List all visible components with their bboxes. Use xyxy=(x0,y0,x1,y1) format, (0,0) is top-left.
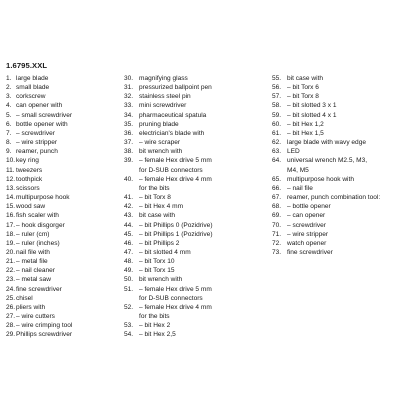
list-item xyxy=(124,111,272,120)
item-label: can opener with xyxy=(16,102,63,110)
item-label: fish scaler with xyxy=(16,212,59,220)
list-item xyxy=(6,92,122,101)
item-label: wood saw xyxy=(16,203,46,211)
item-number: 6. xyxy=(6,120,12,128)
item-label: bit wrench with xyxy=(139,276,183,284)
list-item xyxy=(6,303,122,312)
list-item xyxy=(6,74,122,83)
item-label: – bit Hex 1,5 xyxy=(287,129,324,137)
item-number: 8. xyxy=(6,139,12,147)
list-item xyxy=(6,147,122,156)
item-number: 39. xyxy=(124,157,134,165)
list-item xyxy=(6,211,122,220)
item-number: 45. xyxy=(124,230,134,238)
list-item-continuation xyxy=(124,166,272,175)
item-number: 50. xyxy=(124,276,134,284)
item-number: 4. xyxy=(6,102,12,110)
item-label: mini screwdriver xyxy=(139,102,187,110)
item-label: fine screwdriver xyxy=(16,285,62,293)
item-label: small blade xyxy=(16,84,50,92)
item-label: electrician's blade with xyxy=(139,129,205,137)
item-label: bit case with xyxy=(139,212,176,220)
item-number: 70. xyxy=(272,221,282,229)
list-item xyxy=(124,202,272,211)
item-label: – ruler (cm) xyxy=(16,230,50,238)
list-item xyxy=(272,156,398,165)
item-label: – bit Phillips 1 (Pozidrive) xyxy=(139,230,213,238)
item-number: 38. xyxy=(124,148,134,156)
list-item xyxy=(6,175,122,184)
tool-list-column-2 xyxy=(124,74,272,340)
item-number: 12. xyxy=(6,175,16,183)
list-item xyxy=(124,211,272,220)
item-number: 24. xyxy=(6,285,16,293)
list-item xyxy=(124,285,272,294)
item-label: – bit Hex 1,2 xyxy=(287,120,324,128)
item-label: bottle opener with xyxy=(16,120,68,128)
list-item xyxy=(124,330,272,339)
item-label: corkscrew xyxy=(16,93,46,101)
item-number: 61. xyxy=(272,129,282,137)
item-label: large blade with wavy edge xyxy=(287,139,366,147)
item-number: 64. xyxy=(272,157,282,165)
item-number: 25. xyxy=(6,294,16,302)
list-item xyxy=(272,138,398,147)
list-item xyxy=(124,239,272,248)
item-number: 28. xyxy=(6,322,16,330)
list-item xyxy=(272,92,398,101)
item-number: 54. xyxy=(124,331,134,339)
item-number: 33. xyxy=(124,102,134,110)
item-label: – wire cutters xyxy=(16,313,55,321)
list-item xyxy=(6,221,122,230)
item-number: 53. xyxy=(124,322,134,330)
list-item xyxy=(124,257,272,266)
list-item xyxy=(6,330,122,339)
list-item xyxy=(272,74,398,83)
list-item xyxy=(6,193,122,202)
item-label: for D-SUB connectors xyxy=(139,294,203,302)
item-label: – bit Torx 6 xyxy=(287,84,319,92)
item-label: multipurpose hook with xyxy=(287,175,354,183)
item-number: 66. xyxy=(272,184,282,192)
list-item xyxy=(272,211,398,220)
item-number: 2. xyxy=(6,84,12,92)
list-item xyxy=(124,147,272,156)
item-number: 69. xyxy=(272,212,282,220)
list-item xyxy=(124,175,272,184)
list-item xyxy=(272,193,398,202)
item-number: 30. xyxy=(124,75,134,82)
item-number: 63. xyxy=(272,148,282,156)
item-number: 57. xyxy=(272,93,282,101)
list-item xyxy=(6,266,122,275)
item-number: 15. xyxy=(6,203,16,211)
item-number: 20. xyxy=(6,248,16,256)
item-number: 46. xyxy=(124,239,134,247)
list-item xyxy=(272,202,398,211)
list-item xyxy=(124,275,272,284)
item-label: reamer, punch combination tool: xyxy=(287,194,381,202)
item-label: – bit Hex 2 xyxy=(139,322,171,330)
item-number: 16. xyxy=(6,212,16,220)
list-item xyxy=(124,248,272,257)
item-number: 18. xyxy=(6,230,16,238)
item-label: – bit Torx 8 xyxy=(139,194,171,202)
list-item xyxy=(6,275,122,284)
list-item xyxy=(272,221,398,230)
item-label: – bit Phillips 2 xyxy=(139,239,180,247)
item-number: 52. xyxy=(124,303,134,311)
item-number: 44. xyxy=(124,221,134,229)
item-label: – female Hex drive 4 mm xyxy=(139,303,212,311)
item-label: pharmaceutical spatula xyxy=(139,111,207,119)
item-number: 73. xyxy=(272,248,282,256)
list-item xyxy=(6,101,122,110)
list-item xyxy=(6,184,122,193)
item-label: stainless steel pin xyxy=(139,93,191,101)
item-label: – bit Torx 8 xyxy=(287,93,319,101)
list-item xyxy=(6,156,122,165)
item-number: 62. xyxy=(272,139,282,147)
item-label: – bit Torx 15 xyxy=(139,267,175,275)
item-number: 37. xyxy=(124,139,134,147)
list-item xyxy=(6,202,122,211)
item-label: pressurized ballpoint pen xyxy=(139,84,212,92)
item-number: 65. xyxy=(272,175,282,183)
list-item xyxy=(124,101,272,110)
item-number: 71. xyxy=(272,230,282,238)
item-number: 42. xyxy=(124,203,134,211)
item-label: magnifying glass xyxy=(139,75,188,82)
list-item xyxy=(272,230,398,239)
item-label: – wire stripper xyxy=(16,139,58,147)
item-label: – bit Hex 4 mm xyxy=(139,203,184,211)
item-label: tweezers xyxy=(16,166,43,174)
item-label: for the bits xyxy=(139,313,170,321)
item-label: nail file with xyxy=(16,248,50,256)
item-number: 55. xyxy=(272,75,282,82)
item-number: 56. xyxy=(272,84,282,92)
item-label: bit wrench with xyxy=(139,148,183,156)
item-label: pliers with xyxy=(16,303,46,311)
list-item xyxy=(124,193,272,202)
item-number: 41. xyxy=(124,194,134,202)
item-label: – metal saw xyxy=(16,276,51,284)
item-label: for the bits xyxy=(139,184,170,192)
list-item xyxy=(6,129,122,138)
list-item xyxy=(124,92,272,101)
item-label: multipurpose hook xyxy=(16,194,70,202)
item-number: 49. xyxy=(124,267,134,275)
item-label: large blade xyxy=(16,75,49,82)
list-item xyxy=(124,221,272,230)
item-number: 17. xyxy=(6,221,16,229)
item-number: 32. xyxy=(124,93,134,101)
list-item xyxy=(272,129,398,138)
list-item xyxy=(6,120,122,129)
item-label: – wire crimping tool xyxy=(16,322,73,330)
list-item xyxy=(124,129,272,138)
item-label: – screwdriver xyxy=(16,129,55,137)
list-item xyxy=(272,175,398,184)
item-number: 19. xyxy=(6,239,16,247)
list-item xyxy=(6,83,122,92)
item-label: – screwdriver xyxy=(287,221,326,229)
tool-list-column-3 xyxy=(272,74,398,257)
list-item-continuation xyxy=(272,166,398,175)
item-label: – bit Torx 10 xyxy=(139,258,175,266)
item-label: for D-SUB connectors xyxy=(139,166,203,174)
list-item xyxy=(6,138,122,147)
list-item xyxy=(124,74,272,83)
item-label: toothpick xyxy=(16,175,43,183)
list-item xyxy=(124,230,272,239)
item-label: – can opener xyxy=(287,212,326,220)
item-label: – small screwdriver xyxy=(16,111,73,119)
item-number: 23. xyxy=(6,276,16,284)
item-number: 21. xyxy=(6,258,16,266)
list-item xyxy=(6,257,122,266)
item-number: 10. xyxy=(6,157,16,165)
item-number: 43. xyxy=(124,212,134,220)
item-number: 22. xyxy=(6,267,16,275)
item-number: 68. xyxy=(272,203,282,211)
item-number: 3. xyxy=(6,93,12,101)
item-label: Phillips screwdriver xyxy=(16,331,73,339)
list-item xyxy=(272,111,398,120)
item-label: watch opener xyxy=(287,239,327,247)
model-number-heading: 1.6795.XXL xyxy=(6,61,48,70)
item-number: 72. xyxy=(272,239,282,247)
item-number: 67. xyxy=(272,194,282,202)
list-item xyxy=(272,101,398,110)
list-item xyxy=(6,321,122,330)
item-label: – hook disgorger xyxy=(16,221,65,229)
list-item xyxy=(6,248,122,257)
item-label: – bit slotted 4 mm xyxy=(139,248,191,256)
item-label: reamer, punch xyxy=(16,148,58,156)
item-number: 36. xyxy=(124,129,134,137)
list-item xyxy=(124,138,272,147)
item-number: 11. xyxy=(6,166,15,174)
item-number: 59. xyxy=(272,111,282,119)
list-item xyxy=(272,120,398,129)
item-label: – bottle opener xyxy=(287,203,331,211)
item-label: – female Hex drive 5 mm xyxy=(139,285,212,293)
list-item xyxy=(124,120,272,129)
item-number: 35. xyxy=(124,120,134,128)
list-item xyxy=(6,239,122,248)
list-item xyxy=(6,312,122,321)
list-item xyxy=(272,184,398,193)
item-number: 60. xyxy=(272,120,282,128)
list-item-continuation xyxy=(124,184,272,193)
item-number: 27. xyxy=(6,313,16,321)
item-label: – bit Phillips 0 (Pozidrive) xyxy=(139,221,213,229)
item-label: chisel xyxy=(16,294,33,302)
item-number: 5. xyxy=(6,111,12,119)
item-number: 58. xyxy=(272,102,282,110)
item-number: 40. xyxy=(124,175,134,183)
list-item xyxy=(124,83,272,92)
item-label: pruning blade xyxy=(139,120,179,128)
list-item xyxy=(124,303,272,312)
tool-list-column-1 xyxy=(6,74,122,340)
list-item xyxy=(6,230,122,239)
list-item xyxy=(6,166,122,175)
item-number: 48. xyxy=(124,258,134,266)
list-item-continuation xyxy=(124,312,272,321)
item-label: – bit slotted 4 x 1 xyxy=(287,111,337,119)
list-item xyxy=(272,147,398,156)
list-item xyxy=(272,248,398,257)
item-number: 34. xyxy=(124,111,134,119)
item-label: key ring xyxy=(16,157,39,165)
item-label: – female Hex drive 5 mm xyxy=(139,157,212,165)
list-item xyxy=(124,321,272,330)
item-label: – ruler (inches) xyxy=(16,239,60,247)
item-label: – bit slotted 3 x 1 xyxy=(287,102,337,110)
item-number: 31. xyxy=(124,84,134,92)
item-number: 47. xyxy=(124,248,134,256)
list-item xyxy=(124,156,272,165)
list-item xyxy=(6,111,122,120)
item-label: M4, M5 xyxy=(287,166,309,174)
item-label: bit case with xyxy=(287,75,324,82)
item-label: – wire stripper xyxy=(287,230,329,238)
item-label: – nail file xyxy=(287,184,313,192)
item-label: – nail cleaner xyxy=(16,267,55,275)
item-number: 1. xyxy=(6,75,12,82)
item-number: 26. xyxy=(6,303,16,311)
list-item xyxy=(272,83,398,92)
item-number: 14. xyxy=(6,194,16,202)
list-item xyxy=(6,294,122,303)
item-number: 51. xyxy=(124,285,134,293)
list-item-continuation xyxy=(124,294,272,303)
item-label: fine screwdriver xyxy=(287,248,333,256)
list-item xyxy=(272,239,398,248)
item-label: scissors xyxy=(16,184,40,192)
item-label: – wire scraper xyxy=(139,139,181,147)
list-item xyxy=(124,266,272,275)
item-label: – metal file xyxy=(16,258,48,266)
item-label: – bit Hex 2,5 xyxy=(139,331,176,339)
list-item xyxy=(6,285,122,294)
item-label: LED xyxy=(287,148,300,156)
item-label: universal wrench M2.5, M3, xyxy=(287,157,368,165)
item-number: 29. xyxy=(6,331,16,339)
item-number: 7. xyxy=(6,129,12,137)
item-number: 13. xyxy=(6,184,16,192)
item-number: 9. xyxy=(6,148,12,156)
item-label: – female Hex drive 4 mm xyxy=(139,175,212,183)
